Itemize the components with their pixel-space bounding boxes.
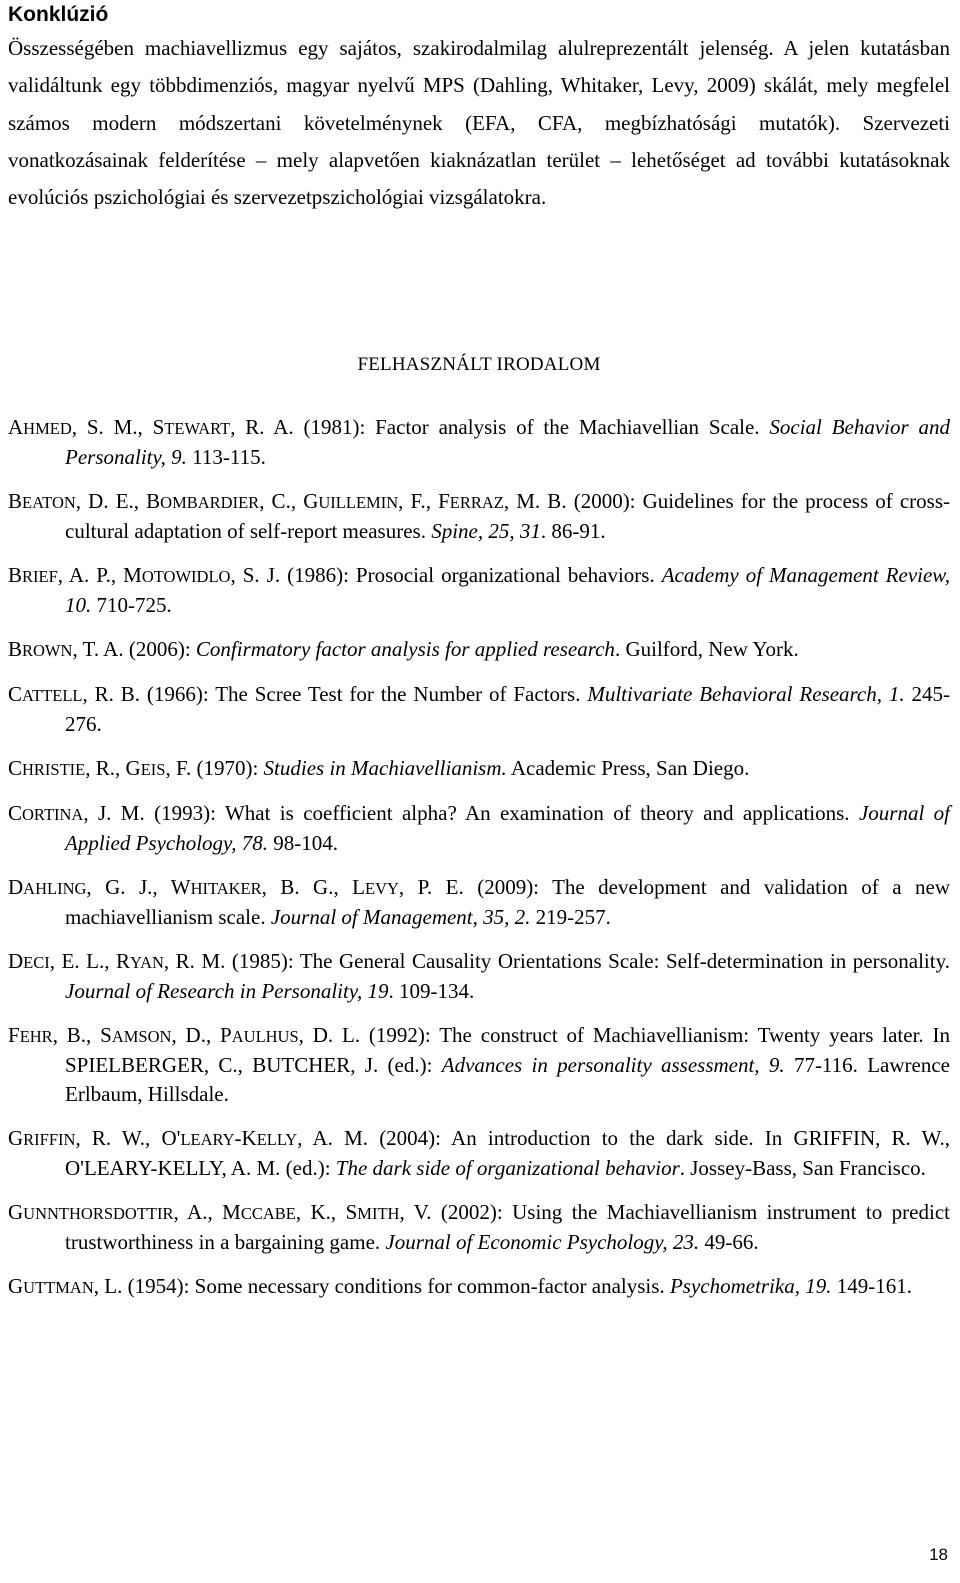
reference-item: CATTELL, R. B. (1966): The Scree Test for the Number of Factors. Multivariate Behavioral Research, 1. 245-276. <box>8 682 950 736</box>
reference-item: AHMED, S. M., STEWART, R. A. (1981): Factor analysis of the Machiavellian Scale. Social Behavior and Personality, 9. 113-115. <box>8 415 950 469</box>
reference-item: DECI, E. L., RYAN, R. M. (1985): The General Causality Orientations Scale: Self-determination in personality. Journal of Research in Personality, 19. 109-134. <box>8 949 950 1003</box>
ref-authors: BRIEF, A. P., MOTOWIDLO, S. J. <box>8 563 281 587</box>
reference-item: BRIEF, A. P., MOTOWIDLO, S. J. (1986): Prosocial organizational behaviors. Academy of Management Review, 10. 710-725. <box>8 563 951 617</box>
section-heading: Konklúzió <box>8 3 109 26</box>
ref-authors: GUNNTHORSDOTTIR, A., MCCABE, K., SMITH, V. <box>8 1200 432 1224</box>
reference-item: CORTINA, J. M. (1993): What is coefficient alpha? An examination of theory and applications. Journal of Applied Psychology, 78. 98-104. <box>8 801 950 855</box>
ref-authors: GUTTMAN, L. <box>8 1274 123 1298</box>
ref-authors: GRIFFIN, R. W., O'LEARY-KELLY, A. M. <box>8 1126 369 1150</box>
reference-list <box>8 413 950 1317</box>
ref-authors: BEATON, D. E., BOMBARDIER, C., GUILLEMIN, F., FERRAZ, M. B. <box>8 489 567 513</box>
ref-authors: DAHLING, G. J., WHITAKER, B. G., LEVY, P. E. <box>8 875 464 899</box>
ref-authors: CORTINA, J. M. <box>8 801 145 825</box>
ref-authors: CHRISTIE, R., GEIS, F. <box>8 756 192 780</box>
reference-item: DAHLING, G. J., WHITAKER, B. G., LEVY, P. E. (2009): The development and validation of a new machiavellianism scale. Journal of Management, 35, 2. 219-257. <box>8 875 950 929</box>
reference-item: GRIFFIN, R. W., O'LEARY-KELLY, A. M. (2004): An introduction to the dark side. In GRIFFIN, R. W., O'LEARY-KELLY, A. M. (ed.): The dark side of organizational behavior. Jossey-Bass, San Francisco. <box>8 1126 950 1180</box>
references-title: FELHASZNÁLT IRODALOM <box>357 354 601 375</box>
ref-authors: DECI, E. L., RYAN, R. M. <box>8 949 226 973</box>
reference-item: FEHR, B., SAMSON, D., PAULHUS, D. L. (1992): The construct of Machiavellianism: Twenty years later. In SPIELBERGER, C., BUTCHER, J. (ed.): Advances in personality assessment, 9. 77-116. Lawrence Erlbaum, Hillsdale. <box>8 1023 951 1106</box>
reference-item: CHRISTIE, R., GEIS, F. (1970): Studies in Machiavellianism. Academic Press, San Diego. <box>8 756 750 780</box>
reference-item: GUNNTHORSDOTTIR, A., MCCABE, K., SMITH, V. (2002): Using the Machiavellianism instrument to predict trustworthiness in a bargaining game. Journal of Economic Psychology, 23. 49-66. <box>8 1200 950 1254</box>
reference-item: BEATON, D. E., BOMBARDIER, C., GUILLEMIN, F., FERRAZ, M. B. (2000): Guidelines for the process of cross-cultural adaptation of self-report measures. Spine, 25, 31. 86-91. <box>8 489 951 543</box>
reference-item: GUTTMAN, L. (1954): Some necessary conditions for common-factor analysis. Psychometrika, 19. 149-161. <box>8 1274 912 1298</box>
conclusion-paragraph: Összességében machiavellizmus egy sajátos, szakirodalmilag alulreprezentált jelenség. A jelen kutatásban validáltunk egy többdimenziós, magyar nyelvű MPS (Dahling, Whitaker, Levy, 2009) skálát, mely megfelel számos modern módszertani követelménynek (EFA, CFA, megbízhatósági mutatók). Szervezeti vonatkozásainak felderítése – mely alapvetően kiaknázatlan terület – lehetőséget ad további kutatásoknak evolúciós pszichológiai és szervezetpszichológiai vizsgálatokra. <box>8 36 950 210</box>
ref-authors: AHMED, S. M., STEWART, R. A. <box>8 415 294 439</box>
page-number: 18 <box>929 1545 948 1564</box>
ref-authors: BROWN, T. A. <box>8 637 124 661</box>
ref-authors: FEHR, B., SAMSON, D., PAULHUS, D. L. <box>8 1023 361 1047</box>
reference-item: BROWN, T. A. (2006): Confirmatory factor analysis for applied research. Guilford, New York. <box>8 637 799 661</box>
ref-authors: CATTELL, R. B. <box>8 682 141 706</box>
